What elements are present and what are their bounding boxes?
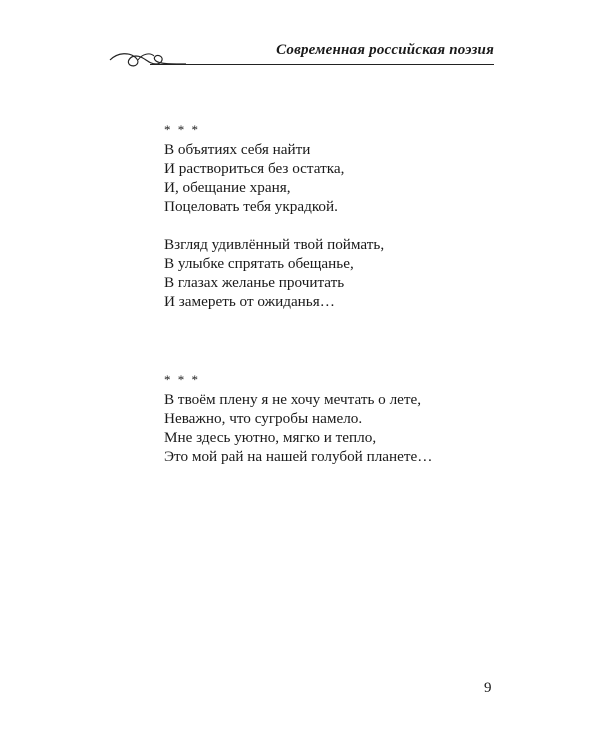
page-header — [0, 0, 600, 80]
poems-block — [164, 122, 504, 466]
poem-2 — [164, 372, 504, 466]
verse-line: Это мой рай на нашей голубой планете… — [164, 448, 433, 465]
poem-1 — [164, 122, 504, 311]
verse-line: И, обещание храня, — [164, 179, 291, 196]
stanza — [164, 235, 504, 311]
verse-line: И замереть от ожиданья… — [164, 293, 335, 310]
verse-line: В объятиях себя найти — [164, 141, 311, 158]
header-rule — [150, 64, 494, 65]
poem-separator: * * * — [164, 372, 200, 387]
stanza — [164, 390, 504, 466]
verse-line: Неважно, что сугробы намело. — [164, 410, 363, 427]
verse-line: В улыбке спрятать обещанье, — [164, 255, 354, 272]
verse-line: В глазах желанье прочитать — [164, 274, 345, 291]
stanza — [164, 140, 504, 216]
verse-line: И раствориться без остатка, — [164, 160, 345, 177]
verse-line: В твоём плену я не хочу мечтать о лете, — [164, 391, 422, 408]
running-title: Современная российская поэзия — [276, 42, 494, 58]
page-number: 9 — [484, 680, 492, 696]
verse-line: Мне здесь уютно, мягко и тепло, — [164, 429, 377, 446]
poem-separator: * * * — [164, 122, 200, 137]
verse-line: Поцеловать тебя украдкой. — [164, 198, 338, 215]
verse-line: Взгляд удивлённый твой поймать, — [164, 236, 385, 253]
flourish-ornament-icon — [108, 44, 188, 70]
